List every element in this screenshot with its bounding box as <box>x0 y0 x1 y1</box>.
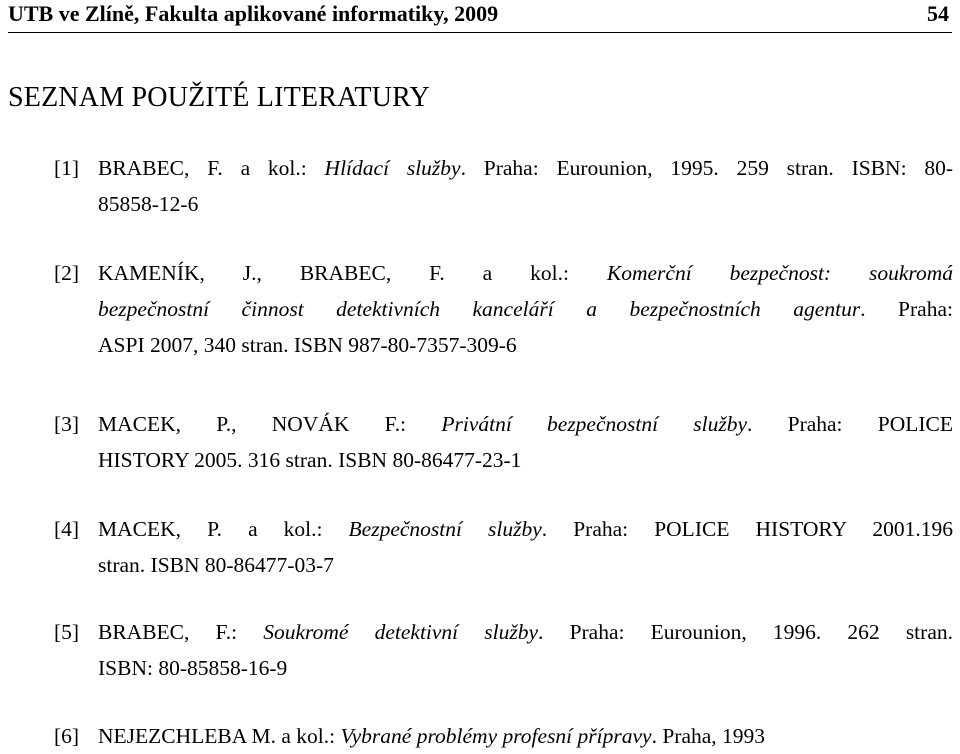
reference-continuation: ASPI 2007, 340 stran. ISBN 987-80-7357-309-6 <box>98 333 517 357</box>
reference-author: MACEK, P. a kol.: <box>98 517 349 541</box>
reference-publication: . Praha: Eurounion, 1995. 259 stran. ISBN: 80- <box>460 156 953 180</box>
reference-number: [5] <box>54 620 80 644</box>
reference-title: Soukromé detektivní služby <box>263 620 539 644</box>
reference-publication: . Praha, 1993 <box>651 724 766 748</box>
reference-author: BRABEC, F.: <box>98 620 264 644</box>
reference-3 <box>54 406 953 478</box>
reference-title: Vybrané problémy profesní přípravy <box>340 724 652 748</box>
reference-title: Komerční bezpečnost: soukromá <box>606 261 953 285</box>
reference-publication: . Praha: POLICE <box>747 412 953 436</box>
reference-title: Bezpečnostní služby <box>348 517 542 541</box>
reference-number: [1] <box>54 156 80 180</box>
reference-publication: . Praha: <box>860 297 953 321</box>
page-number: 54 <box>927 1 949 26</box>
reference-author: KAMENÍK, J., BRABEC, F. a kol.: <box>98 261 607 285</box>
reference-author: BRABEC, F. a kol.: <box>98 156 325 180</box>
reference-number: [2] <box>54 261 80 285</box>
reference-title: Privátní bezpečnostní služby <box>441 412 748 436</box>
reference-number: [3] <box>54 412 80 436</box>
section-title: SEZNAM POUŽITÉ LITERATURY <box>8 82 430 113</box>
reference-4 <box>54 511 953 583</box>
reference-6 <box>54 718 953 754</box>
reference-1 <box>54 150 953 222</box>
reference-author: NEJEZCHLEBA M. a kol.: <box>98 724 341 748</box>
reference-5 <box>54 614 953 686</box>
reference-continuation: stran. ISBN 80-86477-03-7 <box>98 553 334 577</box>
reference-2 <box>54 255 953 363</box>
reference-continuation: HISTORY 2005. 316 stran. ISBN 80-86477-23-1 <box>98 448 522 472</box>
page-header <box>8 0 952 33</box>
reference-title-continuation: bezpečnostní činnost detektivních kanceláří a bezpečnostních agentur <box>98 297 861 321</box>
reference-number: [6] <box>54 724 80 748</box>
reference-publication: . Praha: POLICE HISTORY 2001.196 <box>541 517 953 541</box>
header-title: UTB ve Zlíně, Fakulta aplikované informatiky, 2009 <box>8 1 499 26</box>
reference-continuation: ISBN: 80-85858-16-9 <box>98 656 288 680</box>
reference-publication: . Praha: Eurounion, 1996. 262 stran. <box>538 620 953 644</box>
reference-number: [4] <box>54 517 80 541</box>
reference-title: Hlídací služby <box>324 156 461 180</box>
reference-continuation: 85858-12-6 <box>98 192 199 216</box>
reference-author: MACEK, P., NOVÁK F.: <box>98 412 442 436</box>
